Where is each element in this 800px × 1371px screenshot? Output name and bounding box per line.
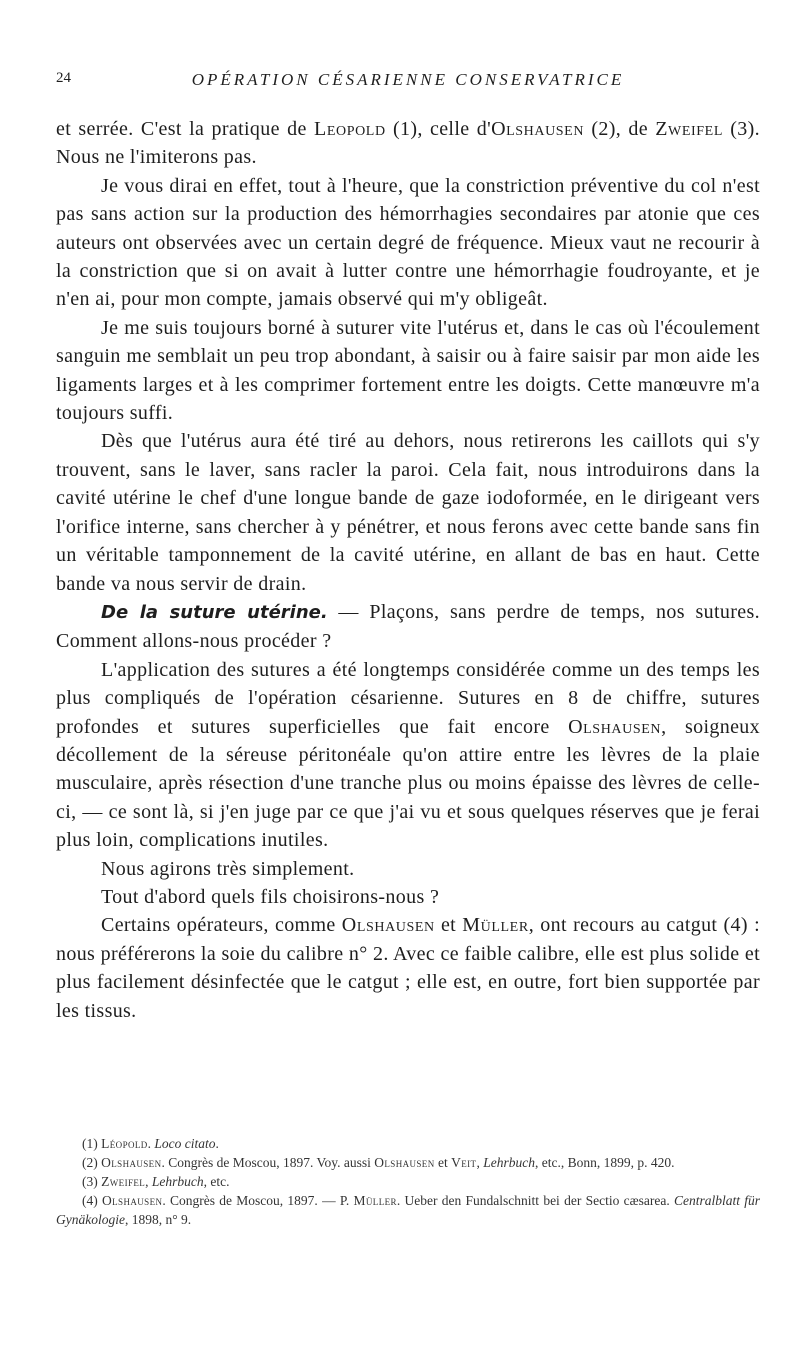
text-span: . bbox=[215, 1136, 219, 1151]
text-span: , 1898, n° 9. bbox=[124, 1212, 192, 1227]
author-name: Olshausen bbox=[102, 1193, 163, 1208]
page-number: 24 bbox=[56, 70, 71, 86]
footnote-number: (1) bbox=[82, 1136, 102, 1151]
paragraph-1 bbox=[56, 115, 760, 172]
italic-title: Centralblatt für Gynäkologie bbox=[56, 1193, 760, 1227]
author-name: Olshausen bbox=[101, 1155, 162, 1170]
paragraph-3: Je me suis toujours borné à suturer vite l'utérus et, dans le cas où l'écoulement sanguin me semblait un peu trop abondant, à saisir ou à faire saisir par mon aide les ligaments larges et à les comprimer fortement entre les doigts. Cette manœuvre m'a toujours suffi. bbox=[56, 316, 760, 425]
author-name: Müller bbox=[353, 1193, 397, 1208]
author-name: Zweifel bbox=[101, 1174, 146, 1189]
paragraph-8: Tout d'abord quels fils choisirons-nous ? bbox=[101, 885, 440, 908]
italic-title: Loco citato bbox=[154, 1136, 216, 1151]
italic-title: Lehrbuch bbox=[483, 1155, 535, 1170]
footnote-number: (3) bbox=[82, 1174, 102, 1189]
paragraph-7: Nous agirons très simplement. bbox=[101, 857, 355, 880]
text-span: . Ueber den Fundalschnitt bei der Sectio cæsarea. bbox=[396, 1193, 674, 1208]
text-span: , ont recours au catgut (4) : nous préférerons la soie du calibre n° 2. Avec ce faible calibre, elle est plus solide et plus facilement désinfectée que le catgut ; elle est, en outre, fort bien supportée par les tissus. bbox=[56, 914, 760, 1022]
text-span: . Congrès de Moscou, 1897. Voy. aussi bbox=[161, 1155, 375, 1170]
footnote-number: (2) bbox=[82, 1155, 102, 1170]
author-name: Olshausen bbox=[491, 118, 585, 140]
text-span: (3). Nous ne l'imiterons pas. bbox=[56, 118, 760, 169]
paragraph-6 bbox=[56, 656, 760, 855]
main-text bbox=[56, 115, 760, 1025]
footnote-number: (4) bbox=[82, 1193, 103, 1208]
italic-title: Lehrbuch bbox=[151, 1174, 204, 1189]
text-span: . bbox=[147, 1136, 155, 1151]
author-name: Veit bbox=[451, 1155, 477, 1170]
running-title: OPÉRATION CÉSARIENNE CONSERVATRICE bbox=[191, 70, 625, 89]
text-span: , etc. bbox=[203, 1174, 230, 1189]
text-span: et bbox=[434, 914, 463, 937]
author-name: Leopold bbox=[314, 118, 386, 140]
footnotes bbox=[56, 1134, 760, 1229]
author-name: Olshausen bbox=[374, 1155, 435, 1170]
text-span: , bbox=[476, 1155, 484, 1170]
paragraph-9 bbox=[56, 911, 760, 1025]
text-span: (2), de bbox=[584, 118, 656, 140]
text-span: — Plaçons, sans perdre de temps, nos sutures. Comment allons-nous procéder ? bbox=[56, 600, 760, 653]
text-span: (1), celle d' bbox=[385, 118, 492, 140]
footnote-1 bbox=[56, 1134, 760, 1153]
footnote-2 bbox=[56, 1153, 760, 1172]
footnote-4 bbox=[56, 1191, 760, 1229]
paragraph-4: Dès que l'utérus aura été tiré au dehors, nous retirerons les caillots qui s'y trouvent, sans le laver, sans racler la paroi. Cela fait, nous introduirons dans la cavité utérine le chef d'une longue bande de gaze iodoformée, en le dirigeant vers l'orifice interne, sans chercher à y pénétrer, et nous ferons avec cette bande sans fin un véritable tamponnement de la cavité utérine, en allant de bas en haut. Cette bande va nous servir de drain. bbox=[56, 430, 760, 595]
paragraph-2: Je vous dirai en effet, tout à l'heure, que la constriction préventive du col n'est pas sans action sur la production des hémorrhagies secondaires par atonie que ces auteurs ont observées avec un certain degré de fréquence. Mieux vaut ne recourir à la constriction que si on avait à lutter contre une hémorrhagie foudroyante, et je n'en ai, pour mon compte, jamais observé qui m'y obligeât. bbox=[56, 174, 760, 311]
author-name: Zweifel bbox=[655, 118, 723, 140]
text-span: , bbox=[145, 1174, 152, 1189]
section-heading: De la suture utérine. bbox=[101, 601, 328, 623]
paragraph-5 bbox=[56, 598, 760, 656]
text-span: et bbox=[434, 1155, 452, 1170]
text-span: . Congrès de Moscou, 1897. — P. bbox=[162, 1193, 354, 1208]
text-span: , soigneux décollement de la séreuse péritonéale qu'on attire entre les lèvres de la plaie musculaire, après résection d'une tranche plus ou moins épaisse des lèvres de celle-ci, — ce sont là, si j'en juge par ce que j'ai vu et sous quelques réserves que je ferai plus loin, complications inutiles. bbox=[56, 715, 760, 852]
text-span: L'application des sutures a été longtemps considérée comme un des temps les plus compliqués de l'opération césarienne. Sutures en 8 de chiffre, sutures profondes et sutures superficielles que fait encore bbox=[56, 658, 760, 738]
text-span: et serrée. C'est la pratique de bbox=[56, 118, 315, 140]
author-name: Léopold bbox=[101, 1136, 148, 1151]
author-name: Olshausen bbox=[341, 914, 435, 937]
author-name: Olshausen bbox=[568, 715, 662, 738]
footnote-3 bbox=[56, 1172, 760, 1191]
running-header bbox=[56, 70, 760, 94]
author-name: Müller bbox=[462, 914, 529, 937]
text-span: , etc., Bonn, 1899, p. 420. bbox=[534, 1155, 675, 1170]
text-span: Certains opérateurs, comme bbox=[101, 914, 342, 937]
